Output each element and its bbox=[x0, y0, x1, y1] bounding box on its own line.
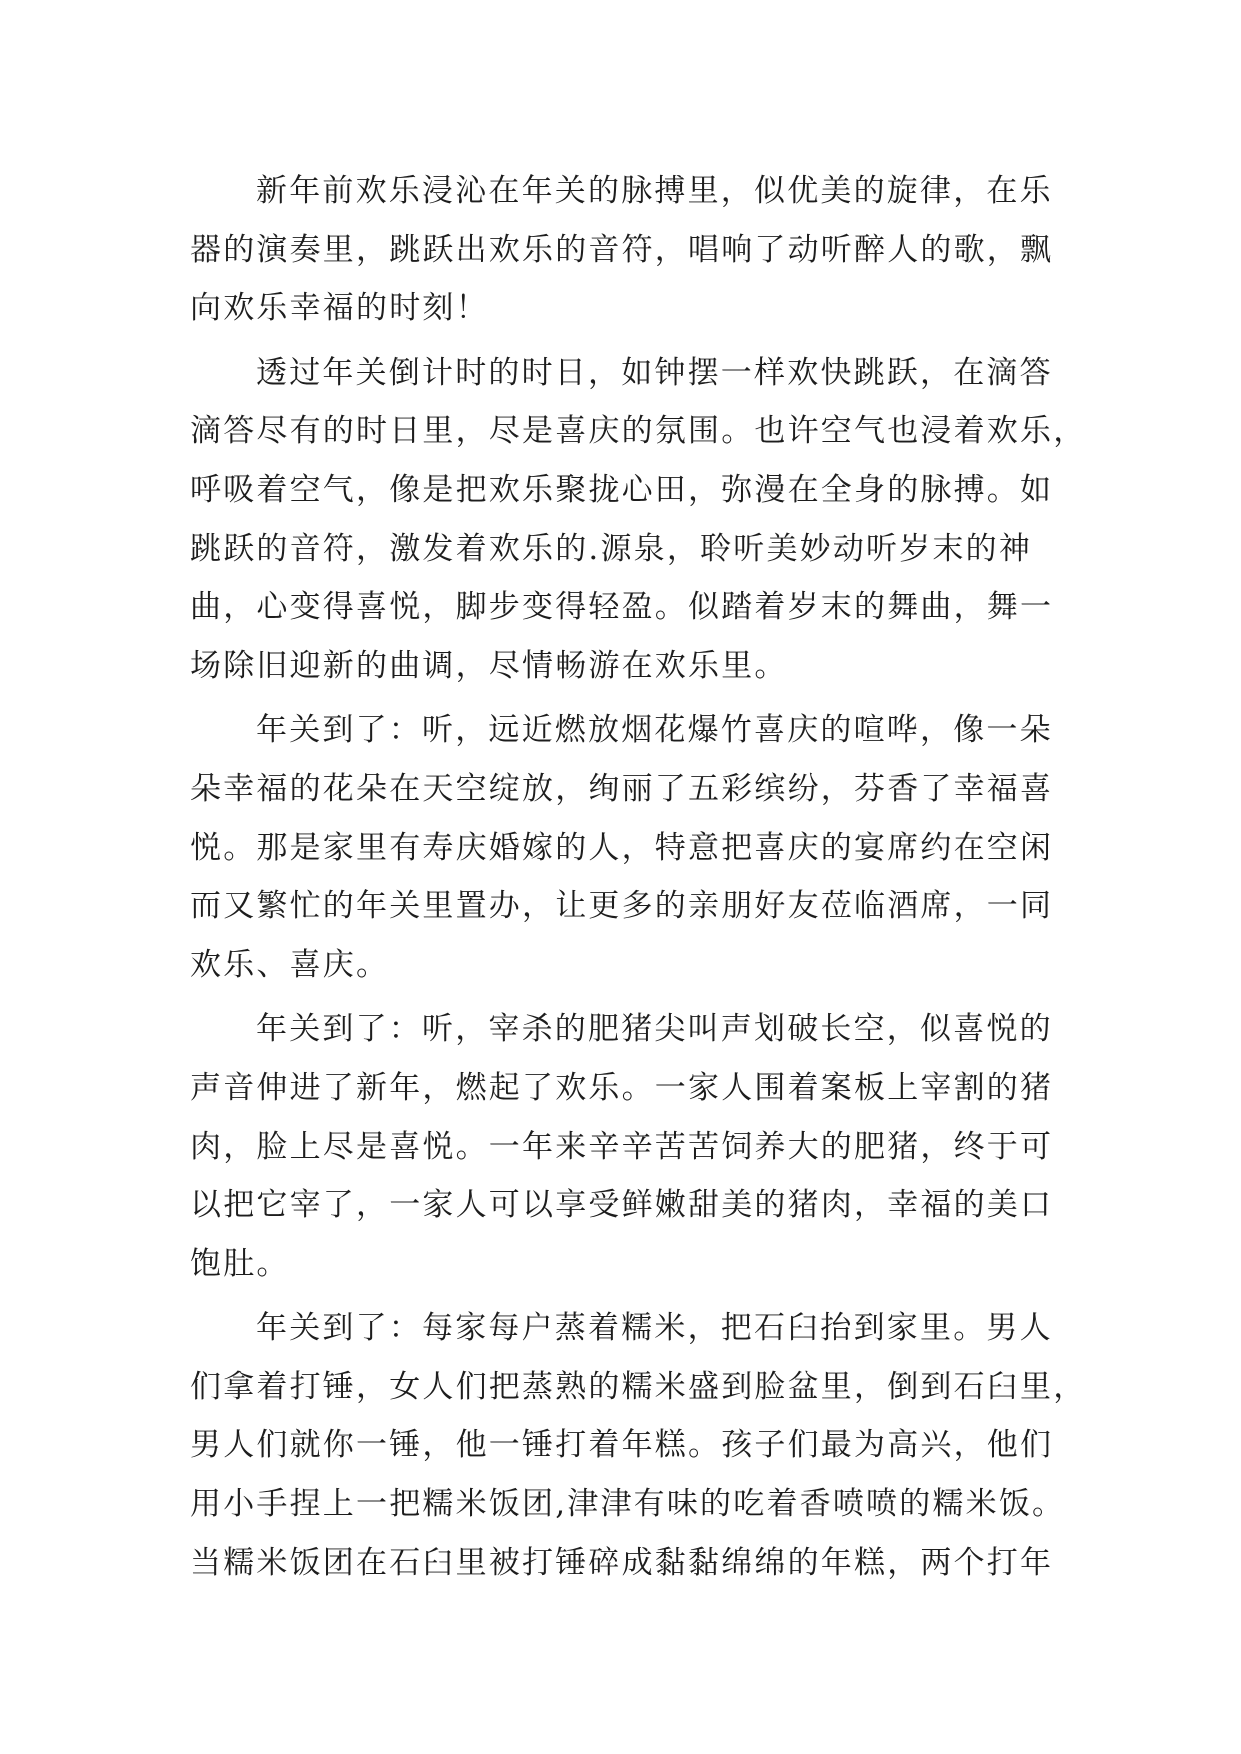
text-line: 饱肚。 bbox=[190, 1245, 290, 1282]
text-line: 曲，心变得喜悦，脚步变得轻盈。似踏着岁末的舞曲，舞一 bbox=[190, 589, 1054, 626]
text-line: 器的演奏里，跳跃出欢乐的音符，唱响了动听醉人的歌，飘 bbox=[190, 231, 1054, 268]
text-line: 欢乐、喜庆。 bbox=[190, 946, 390, 983]
paragraph bbox=[190, 1000, 1054, 1293]
paragraph bbox=[190, 344, 1087, 696]
text-line: 年关到了：听，远近燃放烟花爆竹喜庆的喧哗，像一朵 bbox=[256, 712, 1053, 749]
text-line: 而又繁忙的年关里置办，让更多的亲朋好友莅临酒席，一同 bbox=[190, 888, 1054, 925]
paragraph bbox=[190, 1299, 1087, 1592]
text-line: 悦。那是家里有寿庆婚嫁的人，特意把喜庆的宴席约在空闲 bbox=[190, 829, 1054, 866]
text-line: 场除旧迎新的曲调，尽情畅游在欢乐里。 bbox=[190, 647, 788, 684]
text-line: 当糯米饭团在石臼里被打锤碎成黏黏绵绵的年糕，两个打年 bbox=[190, 1544, 1054, 1581]
paragraph bbox=[190, 162, 1054, 338]
paragraph bbox=[190, 701, 1054, 994]
text-line: 朵幸福的花朵在天空绽放，绚丽了五彩缤纷，芬香了幸福喜 bbox=[190, 770, 1054, 807]
text-line: 声音伸进了新年，燃起了欢乐。一家人围着案板上宰割的猪 bbox=[190, 1069, 1054, 1106]
article-body bbox=[190, 162, 1087, 1592]
text-line: 滴答尽有的时日里，尽是喜庆的氛围。也许空气也浸着欢乐， bbox=[190, 413, 1087, 450]
text-line: 新年前欢乐浸沁在年关的脉搏里，似优美的旋律，在乐 bbox=[256, 173, 1053, 209]
text-line: 男人们就你一锤，他一锤打着年糕。孩子们最为高兴，他们 bbox=[190, 1427, 1054, 1464]
text-line: 肉，脸上尽是喜悦。一年来辛辛苦苦饲养大的肥猪，终于可 bbox=[190, 1128, 1054, 1165]
text-line: 以把它宰了，一家人可以享受鲜嫩甜美的猪肉，幸福的美口 bbox=[190, 1187, 1054, 1224]
text-line: 年关到了：每家每户蒸着糯米，把石臼抬到家里。男人 bbox=[256, 1310, 1053, 1347]
text-line: 用小手捏上一把糯米饭团,津津有味的吃着香喷喷的糯米饭。 bbox=[190, 1486, 1066, 1523]
text-line: 向欢乐幸福的时刻！ bbox=[190, 290, 489, 327]
text-line: 跳跃的音符，激发着欢乐的.源泉，聆听美妙动听岁末的神 bbox=[190, 530, 1033, 567]
text-line: 透过年关倒计时的时日，如钟摆一样欢快跳跃，在滴答 bbox=[256, 354, 1053, 391]
text-line: 们拿着打锤，女人们把蒸熟的糯米盛到脸盆里，倒到石臼里， bbox=[190, 1368, 1087, 1405]
text-line: 呼吸着空气，像是把欢乐聚拢心田，弥漫在全身的脉搏。如 bbox=[190, 471, 1054, 508]
text-line: 年关到了：听，宰杀的肥猪尖叫声划破长空，似喜悦的 bbox=[256, 1011, 1053, 1048]
